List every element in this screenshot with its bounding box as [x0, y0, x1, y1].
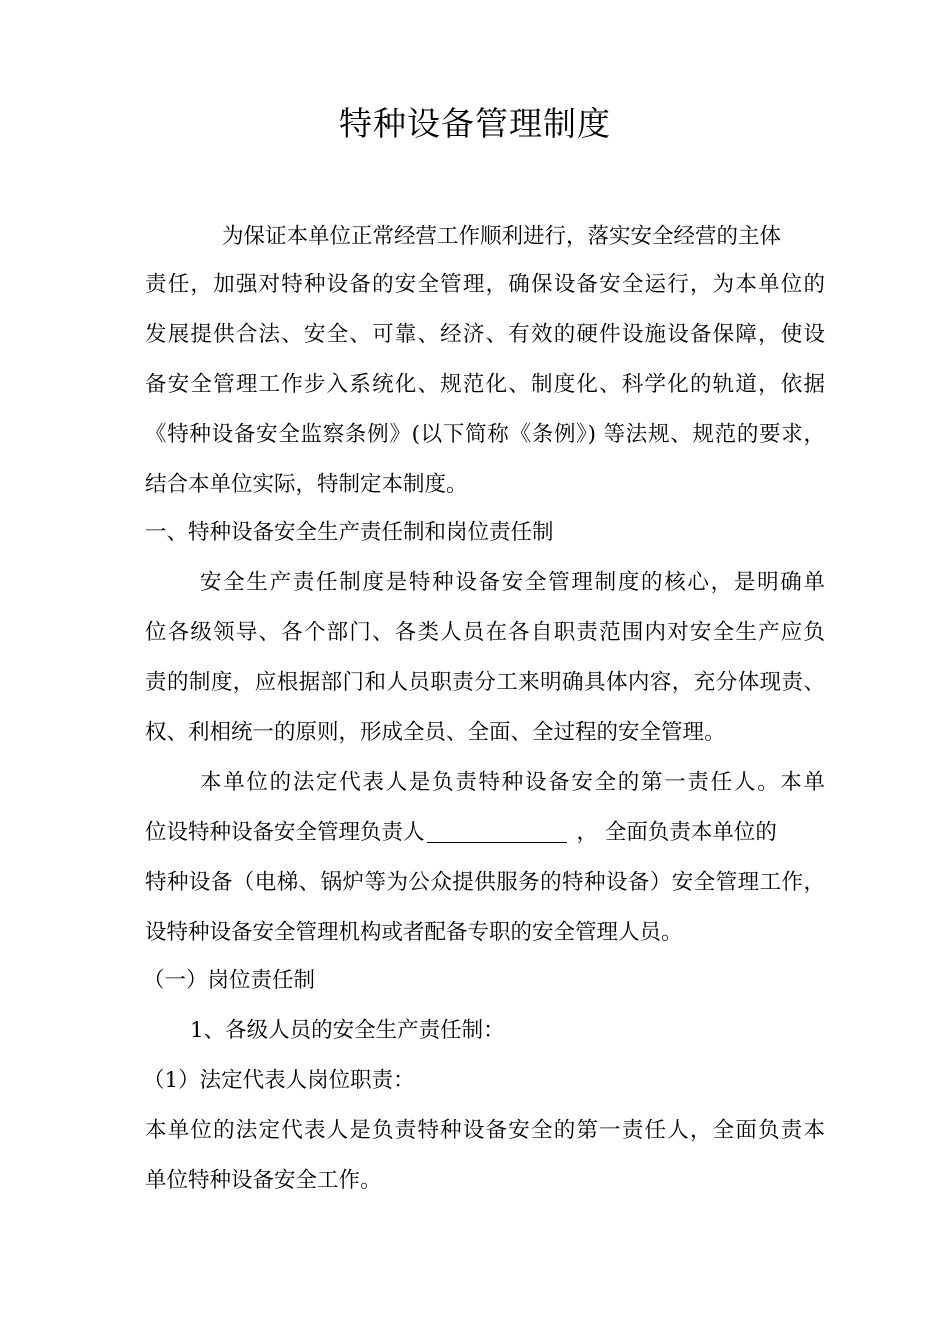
para4-line-1: 本单位的法定代表人是负责特种设备安全的第一责任人，全面负责本 — [145, 1118, 825, 1143]
para3-line-2-text: 位设特种设备安全管理负责人 — [145, 820, 425, 845]
para2-line-1: 安全生产责任制度是特种设备安全管理制度的核心，是明确单 — [200, 570, 825, 595]
document-title: 特种设备管理制度 — [339, 104, 611, 143]
list-item-1-1: （1）法定代表人岗位职责： — [143, 1068, 415, 1093]
para3-line-4: 设特种设备安全管理机构或者配备专职的安全管理人员。 — [145, 920, 683, 945]
intro-line-4: 备安全管理工作步入系统化、规范化、制度化、科学化的轨道，依据 — [145, 372, 825, 397]
para2-line-2: 位各级领导、各个部门、各类人员在各自职责范围内对安全生产应负 — [145, 620, 825, 645]
fill-in-blank — [427, 820, 567, 843]
intro-line-2: 责任，加强对特种设备的安全管理，确保设备安全运行，为本单位的 — [145, 272, 825, 297]
para3-line-1: 本单位的法定代表人是负责特种设备安全的第一责任人。本单 — [200, 770, 825, 795]
section-heading: 一、特种设备安全生产责任制和岗位责任制 — [145, 520, 554, 545]
para2-line-3: 责的制度，应根据部门和人员职责分工来明确具体内容，充分体现责、 — [145, 670, 825, 695]
list-item-1: 1、各级人员的安全生产责任制： — [190, 1018, 505, 1043]
intro-line-6: 结合本单位实际，特制定本制度。 — [145, 472, 468, 497]
para3-line-3: 特种设备（电梯、锅炉等为公众提供服务的特种设备）安全管理工作， — [145, 870, 825, 895]
intro-line-3: 发展提供合法、安全、可靠、经济、有效的硬件设施设备保障，使设 — [145, 322, 825, 347]
para3-line-2-rest: ， 全面负责本单位的 — [576, 820, 777, 845]
intro-line-1: 为保证本单位正常经营工作顺利进行，落实安全经营的主体 — [222, 224, 782, 249]
para2-line-4: 权、利相统一的原则，形成全员、全面、全过程的安全管理。 — [145, 720, 726, 745]
para4-line-2: 单位特种设备安全工作。 — [145, 1168, 382, 1193]
subheading-responsibility: （一）岗位责任制 — [143, 968, 316, 993]
para3-line-2 — [145, 818, 825, 848]
intro-line-5: 《特种设备安全监察条例》(以下简称《条例》) 等法规、规范的要求， — [145, 422, 825, 447]
